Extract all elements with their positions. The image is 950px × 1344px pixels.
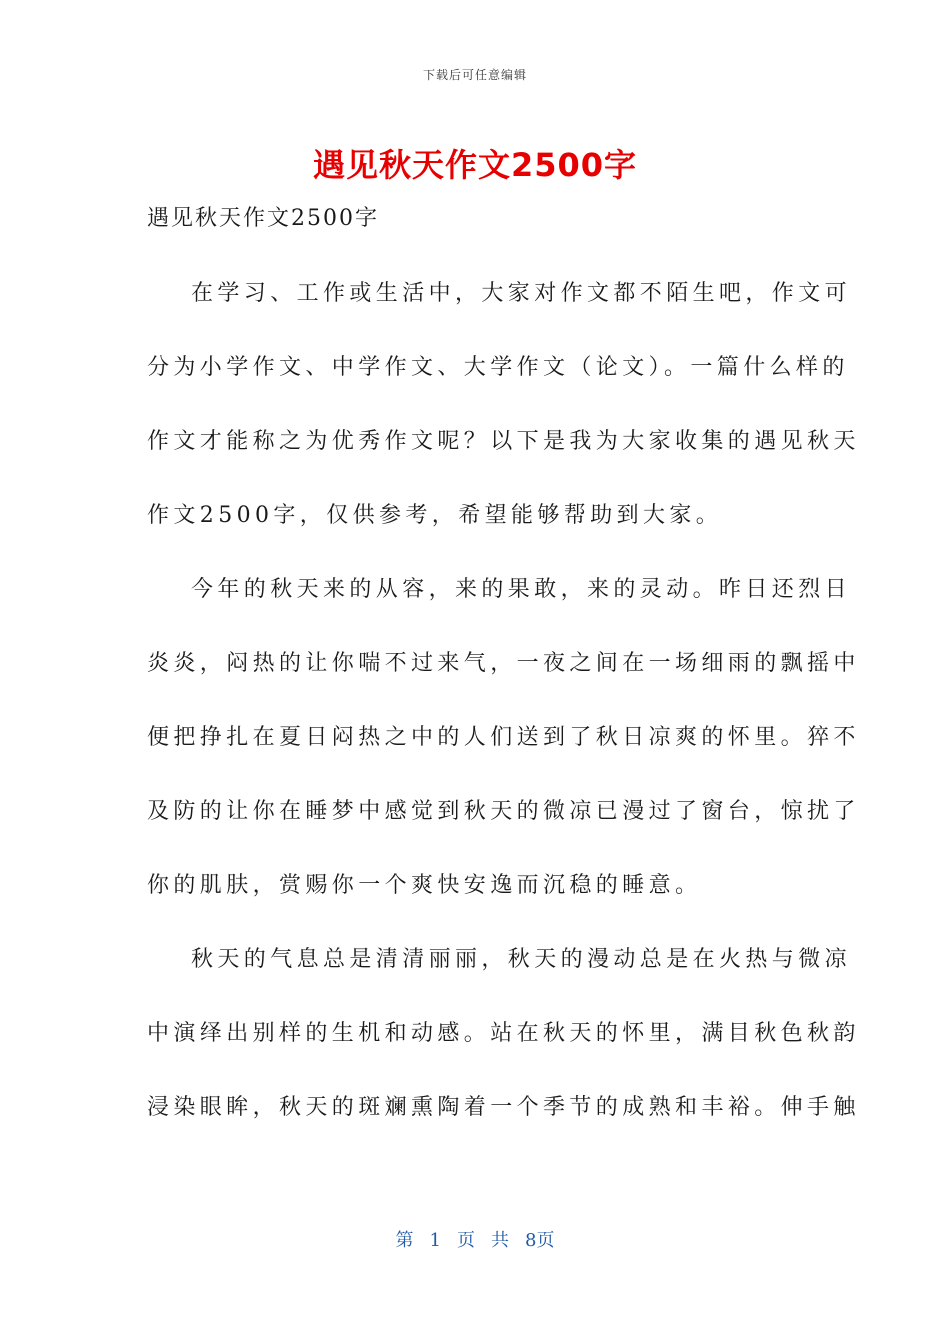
document-subtitle: 遇见秋天作文2500字 <box>147 206 379 231</box>
paragraph-line: 秋天的气息总是清清丽丽，秋天的漫动总是在火热与微凉 <box>191 947 852 972</box>
paragraph-2 <box>147 567 860 937</box>
paragraph-line: 浸染眼眸，秋天的斑斓熏陶着一个季节的成熟和丰裕。伸手触 <box>147 1095 860 1120</box>
paragraph-line: 你的肌肤，赏赐你一个爽快安逸而沉稳的睡意。 <box>147 873 702 898</box>
paragraph-line: 中演绎出别样的生机和动感。站在秋天的怀里，满目秋色秋韵 <box>147 1021 860 1046</box>
footer-page-current: 1 <box>429 1230 441 1251</box>
paragraph-line: 在学习、工作或生活中，大家对作文都不陌生吧，作文可 <box>191 281 852 306</box>
footer-page-label: 第 <box>395 1230 414 1251</box>
footer-page-unit: 页 <box>457 1230 475 1251</box>
paragraph-line: 分为小学作文、中学作文、大学作文（论文）。一篇什么样的 <box>147 355 849 380</box>
header-note: 下载后可任意编辑 <box>422 68 527 82</box>
paragraph-line: 炎炎，闷热的让你喘不过来气，一夜之间在一场细雨的飘摇中 <box>147 651 860 676</box>
document-body <box>147 196 860 1159</box>
footer-page-total: 8页 <box>525 1230 555 1251</box>
paragraph-1 <box>147 271 860 567</box>
footer-total-label: 共 <box>491 1230 509 1251</box>
paragraph-line: 作文才能称之为优秀作文呢？以下是我为大家收集的遇见秋天 <box>147 429 860 454</box>
paragraph-line: 作文2500字，仅供参考，希望能够帮助到大家。 <box>147 503 723 528</box>
paragraph-line: 今年的秋天来的从容，来的果敢，来的灵动。昨日还烈日 <box>191 577 852 602</box>
document-title: 遇见秋天作文2500字 <box>312 146 638 184</box>
paragraph-3 <box>147 937 860 1159</box>
paragraph-line: 及防的让你在睡梦中感觉到秋天的微凉已漫过了窗台，惊扰了 <box>147 799 860 824</box>
paragraph-line: 便把挣扎在夏日闷热之中的人们送到了秋日凉爽的怀里。猝不 <box>147 725 860 750</box>
page-footer <box>0 1226 950 1252</box>
